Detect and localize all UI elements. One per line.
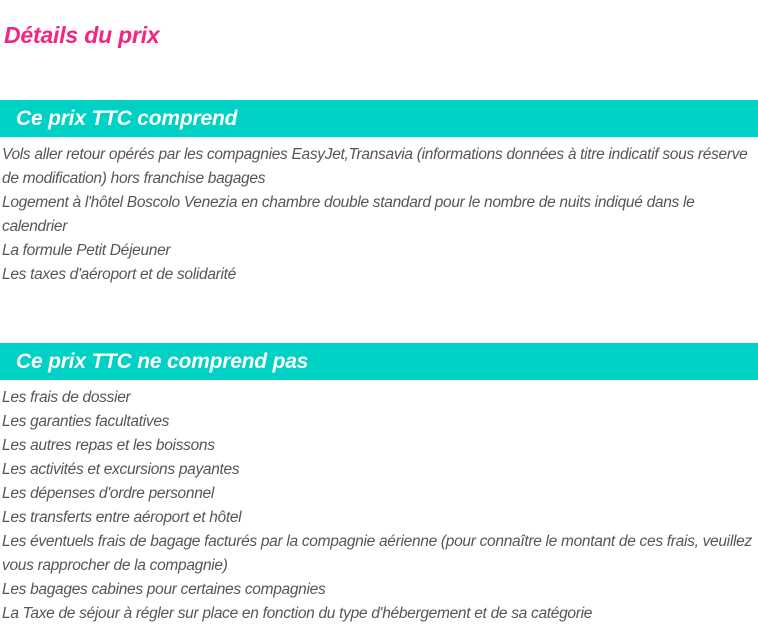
- section-price-included: [0, 100, 758, 287]
- list-item: Les éventuels frais de bagage facturés par la compagnie aérienne (pour connaître le montant de ces frais, veuillez vous rapprocher de la compagnie): [2, 533, 752, 574]
- not-included-items-list: [0, 380, 758, 626]
- list-item: Les garanties facultatives: [2, 413, 170, 430]
- list-item: Les frais de dossier: [2, 389, 131, 406]
- list-item: La Taxe de séjour à régler sur place en fonction du type d'hébergement et de sa catégorie: [2, 605, 593, 622]
- list-item: Logement à l'hôtel Boscolo Venezia en chambre double standard pour le nombre de nuits indiqué dans le calendrier: [2, 194, 695, 235]
- list-item: Les taxes d'aéroport et de solidarité: [2, 266, 236, 283]
- list-item: Vols aller retour opérés par les compagnies EasyJet,Transavia (informations données à titre indicatif sous réserve de modification) hors franchise bagages: [2, 146, 748, 187]
- list-item: Les dépenses d'ordre personnel: [2, 485, 214, 502]
- section-price-not-included: [0, 343, 758, 626]
- list-item: Les autres repas et les boissons: [2, 437, 215, 454]
- included-items-list: [0, 137, 758, 287]
- section-heading-included: Ce prix TTC comprend: [0, 100, 758, 137]
- list-item: La formule Petit Déjeuner: [2, 242, 171, 259]
- list-item: Les bagages cabines pour certaines compagnies: [2, 581, 326, 598]
- list-item: Les activités et excursions payantes: [2, 461, 240, 478]
- list-item: Les transferts entre aéroport et hôtel: [2, 509, 242, 526]
- section-heading-not-included: Ce prix TTC ne comprend pas: [0, 343, 758, 380]
- page-title: Détails du prix: [4, 22, 160, 48]
